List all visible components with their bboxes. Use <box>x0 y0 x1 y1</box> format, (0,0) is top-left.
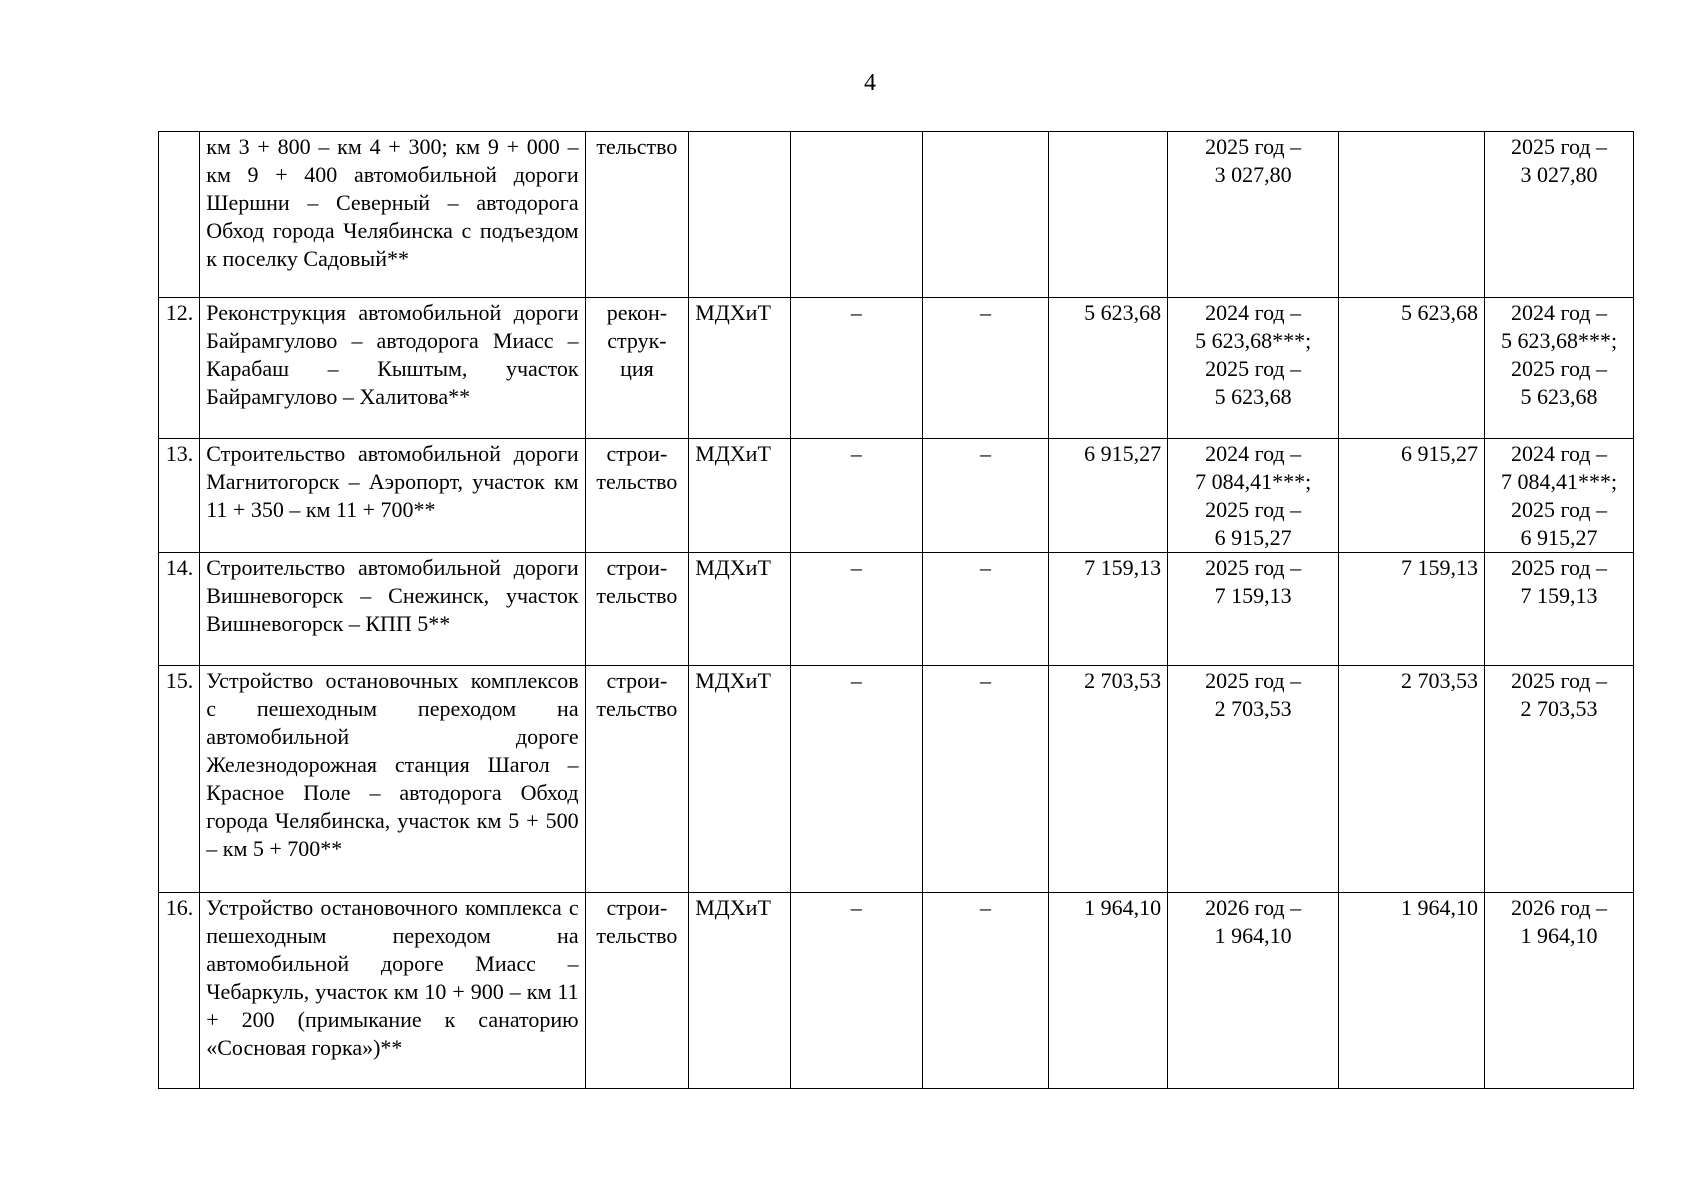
cost <box>1049 132 1168 298</box>
cost: 7 159,13 <box>1049 553 1168 666</box>
column-5: – <box>922 893 1049 1089</box>
schedule-a: 2025 год – 2 703,53 <box>1168 666 1339 893</box>
column-5: – <box>922 553 1049 666</box>
schedule-b: 2025 год – 7 159,13 <box>1485 553 1634 666</box>
object-name: км 3 + 800 – км 4 + 300; км 9 + 000 – км 9 + 400 автомобильной дороги Шершни – Северный – автодорога Обход города Челябинска с подъездом к поселку Садовый** <box>200 132 585 298</box>
work-type: строи- тельство <box>585 553 689 666</box>
work-type: тельство <box>585 132 689 298</box>
schedule-b: 2025 год – 3 027,80 <box>1485 132 1634 298</box>
schedule-a: 2024 год – 5 623,68***; 2025 год – 5 623,68 <box>1168 298 1339 439</box>
work-type: строи- тельство <box>585 666 689 893</box>
schedule-b: 2026 год – 1 964,10 <box>1485 893 1634 1089</box>
schedule-a: 2025 год – 3 027,80 <box>1168 132 1339 298</box>
customer: МДХиТ <box>689 439 791 553</box>
table-row <box>159 439 1634 553</box>
work-type: строи- тельство <box>585 439 689 553</box>
table-row <box>159 666 1634 893</box>
column-5 <box>922 132 1049 298</box>
row-number: 13. <box>159 439 200 553</box>
cost: 5 623,68 <box>1049 298 1168 439</box>
projects-table <box>158 131 1634 1089</box>
row-number <box>159 132 200 298</box>
cost: 2 703,53 <box>1049 666 1168 893</box>
cost: 1 964,10 <box>1049 893 1168 1089</box>
row-number: 12. <box>159 298 200 439</box>
customer: МДХиТ <box>689 666 791 893</box>
column-4: – <box>790 893 922 1089</box>
column-5: – <box>922 666 1049 893</box>
cost-2: 5 623,68 <box>1339 298 1485 439</box>
table-row <box>159 298 1634 439</box>
table-row <box>159 553 1634 666</box>
object-name: Устройство остановочных комплексов с пешеходным переходом на автомобильной дороге Железнодорожная станция Шагол – Красное Поле – автодорога Обход города Челябинска, участок км 5 + 500 – км 5 + 700** <box>200 666 585 893</box>
schedule-b: 2025 год – 2 703,53 <box>1485 666 1634 893</box>
object-name: Устройство остановочного комплекса с пешеходным переходом на автомобильной дороге Миасс – Чебаркуль, участок км 10 + 900 – км 11 + 200 (примыкание к санаторию «Сосновая горка»)** <box>200 893 585 1089</box>
cost-2: 6 915,27 <box>1339 439 1485 553</box>
schedule-a: 2024 год – 7 084,41***; 2025 год – 6 915,27 <box>1168 439 1339 553</box>
row-number: 16. <box>159 893 200 1089</box>
schedule-b: 2024 год – 5 623,68***; 2025 год – 5 623,68 <box>1485 298 1634 439</box>
page-number: 4 <box>864 70 876 96</box>
column-5: – <box>922 298 1049 439</box>
customer: МДХиТ <box>689 893 791 1089</box>
schedule-b: 2024 год – 7 084,41***; 2025 год – 6 915,27 <box>1485 439 1634 553</box>
schedule-a: 2026 год – 1 964,10 <box>1168 893 1339 1089</box>
row-number: 14. <box>159 553 200 666</box>
column-4: – <box>790 666 922 893</box>
column-4 <box>790 132 922 298</box>
row-number: 15. <box>159 666 200 893</box>
cost-2 <box>1339 132 1485 298</box>
column-4: – <box>790 298 922 439</box>
table-row <box>159 893 1634 1089</box>
cost: 6 915,27 <box>1049 439 1168 553</box>
customer: МДХиТ <box>689 553 791 666</box>
work-type: рекон- струк- ция <box>585 298 689 439</box>
cost-2: 7 159,13 <box>1339 553 1485 666</box>
column-4: – <box>790 439 922 553</box>
work-type: строи- тельство <box>585 893 689 1089</box>
object-name: Реконструкция автомобильной дороги Байрамгулово – автодорога Миасс – Карабаш – Кыштым, участок Байрамгулово – Халитова** <box>200 298 585 439</box>
object-name: Строительство автомобильной дороги Вишневогорск – Снежинск, участок Вишневогорск – КПП 5** <box>200 553 585 666</box>
customer: МДХиТ <box>689 298 791 439</box>
cost-2: 2 703,53 <box>1339 666 1485 893</box>
customer <box>689 132 791 298</box>
column-4: – <box>790 553 922 666</box>
object-name: Строительство автомобильной дороги Магнитогорск – Аэропорт, участок км 11 + 350 – км 11 + 700** <box>200 439 585 553</box>
schedule-a: 2025 год – 7 159,13 <box>1168 553 1339 666</box>
cost-2: 1 964,10 <box>1339 893 1485 1089</box>
table-row <box>159 132 1634 298</box>
column-5: – <box>922 439 1049 553</box>
